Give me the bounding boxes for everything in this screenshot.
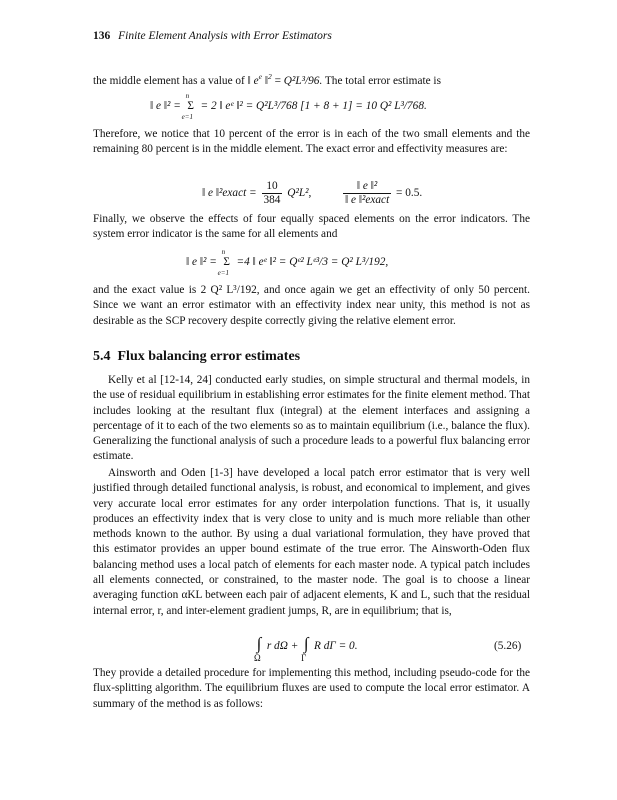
eq2-rhs1: Q²L², xyxy=(287,187,312,200)
eq4-integrand2: R dΓ = 0. xyxy=(313,640,358,652)
summation-symbol-2: Σ n e=1 xyxy=(217,248,230,277)
paragraph-kelly: Kelly et al [12-14, 24] conducted early studies, on simple structural and thermal models, in the use of residual equilibrium in establishing error estimates for the finite element method. That includes looking at the resultant flux (integral) at the element interfaces and assigning a percentage of it to each of the two elements so as to maintain equilibrium (i.e., balance the flux). Generalizing the functional analysis of such a procedure leads to a powerful flux balancing error estimate. xyxy=(93,374,530,463)
page-number: 136 xyxy=(93,30,111,42)
eq3-lhs: ‖ e ‖² = xyxy=(186,256,217,268)
summation-symbol: Σ n e=1 xyxy=(181,92,194,121)
equation-four-elements xyxy=(186,248,389,277)
equation-number: (5.26) xyxy=(494,640,522,652)
section-heading xyxy=(93,349,300,365)
equation-exact-error xyxy=(202,180,422,207)
eq1-rhs: = 2 ‖ eᵉ ‖² = Q²L³/768 [1 + 8 + 1] = 10 Q² L³/768. xyxy=(200,100,427,112)
fraction-effectivity: $\frac{\text{‖ e ‖²}}{\text{‖ e ‖²exact}}$ xyxy=(344,180,390,206)
integral-symbol-omega: ∫ Ω xyxy=(254,634,262,663)
eq1-lhs: ‖ e ‖² = xyxy=(150,100,181,112)
paragraph-exact-value: and the exact value is 2 Q² L³/192, and once again we get an effectivity of only 50 percent. Since we want an error estimator with an effectivity index near unity, this method is not as desirable as the SCP recovery despite correctly giving the relative element error. xyxy=(93,284,530,327)
integral-symbol-gamma: ∫ Γ xyxy=(301,634,309,663)
paragraph-provide: They provide a detailed procedure for implementing this method, including pseudo-code for the flux-splitting algorithm. The equilibrium fluxes are used to compute the local error estimator. A summary of the method is as follows: xyxy=(93,667,530,710)
section-title: Flux balancing error estimates xyxy=(117,349,301,364)
eq2-lhs: ‖ e ‖²exact = xyxy=(202,187,257,200)
section-number: 5.4 xyxy=(93,349,111,364)
eq4-integrand1: r dΩ + xyxy=(266,640,299,652)
equation-equilibrium xyxy=(254,634,358,663)
eq2-rhs2: = 0.5. xyxy=(396,187,423,200)
paragraph-finally: Finally, we observe the effects of four equally spaced elements on the error indicators. The system error indicator is the same for all elements and xyxy=(93,213,530,241)
intro-pre: the middle element has a value of xyxy=(93,74,245,87)
intro-post: The total error estimate is xyxy=(324,74,441,87)
eq3-rhs: =4 ‖ eᵉ ‖² = Qᵉ² Lᵉ³/3 = Q² L³/192, xyxy=(236,256,389,268)
fraction-10-384: $\frac{10}{384}$ xyxy=(263,180,281,206)
book-title: Finite Element Analysis with Error Estimators xyxy=(118,30,332,42)
running-header xyxy=(93,30,332,42)
paragraph-ainsworth: Ainsworth and Oden [1-3] have developed a local patch error estimator that is very well justified through detailed functional analysis, is robust, and economical to implement, and gives very accurate local error estimates for any order interpolation functions. That is, it usually produces an effectivity index that is very close to unity and is much more reliable than other methods known to the author. By using a dual variational formulation, they have proved that this estimator provides an upper bound estimate of the true error. The Ainsworth-Oden flux balancing method uses a local patch of elements for each master node. A typical patch includes all elements connected, or constrained, to the master node. The goal is to choose a linear averaging function αKL between each pair of adjacent elements, K and L, such that the residual internal error, r, and inter-element gradient jumps, R, are in equilibrium; that is, xyxy=(93,467,530,617)
intro-line: the middle element has a value of ‖ $e^e$ ‖$^2$ = Q²L³/96. The total error estimate is xyxy=(93,72,441,87)
paragraph-therefore: Therefore, we notice that 10 percent of the error is in each of the two small elements and the remaining 80 percent is in the middle element. The exact error and effectivity measures are: xyxy=(93,128,530,156)
intro-value: Q²L³/96. xyxy=(283,74,323,87)
equation-total-error xyxy=(150,92,427,121)
